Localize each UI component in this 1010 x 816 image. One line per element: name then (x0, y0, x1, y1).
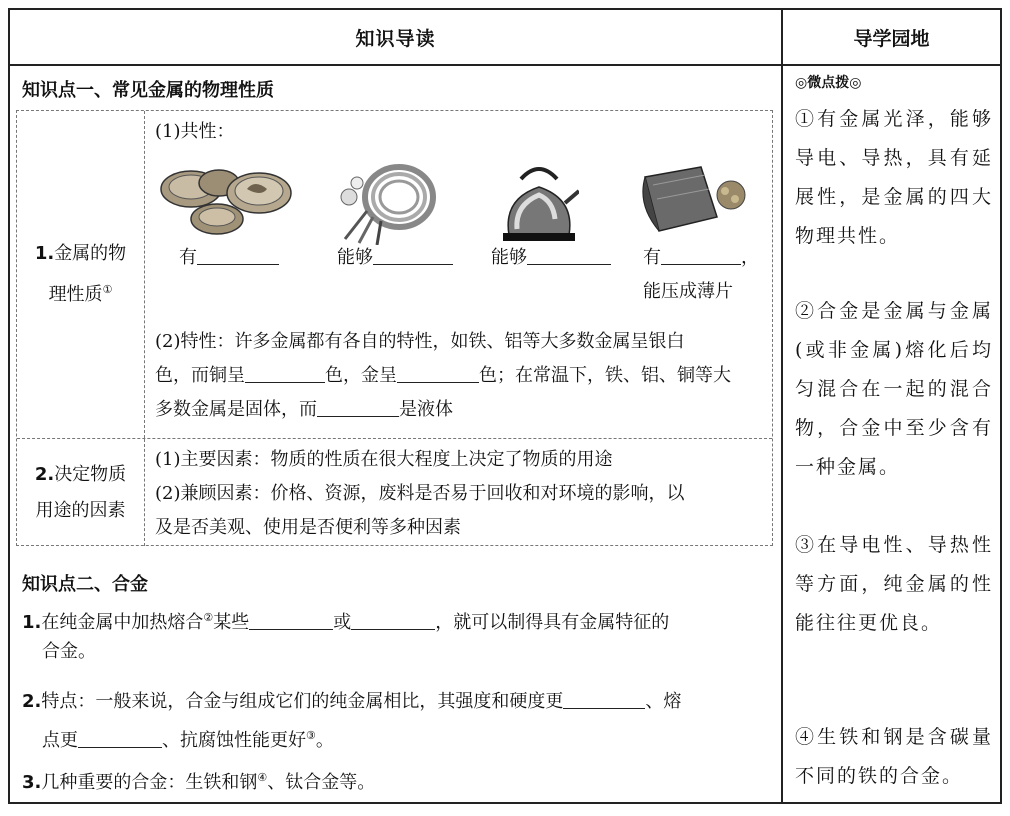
answer-blank[interactable] (397, 363, 479, 383)
answer-blank[interactable] (373, 245, 453, 265)
footnote-mark: ④ (257, 771, 268, 784)
kp2-item-2: 2.特点：一般来说，合金与组成它们的纯金属相比，其强度和硬度更 、熔 (22, 691, 682, 712)
common-label: (1)共性： (155, 121, 235, 142)
usage-factors-cell (145, 439, 772, 546)
physical-properties-cell (145, 111, 772, 438)
tip-4: ④生铁和钢是含碳量不同的铁的合金。 (795, 726, 993, 787)
tag-left-icon: ◎ (795, 75, 808, 91)
factor-line: (2)兼顾因素：价格、资源，废料是否易于回收和对环境的影响，以 (155, 483, 685, 504)
side-column (781, 10, 1000, 802)
foil-image (639, 165, 749, 241)
kp2-item-1: 1.在纯金属中加热熔合②某些 或 ，就可以制得具有金属特征的 (22, 611, 670, 633)
answer-blank[interactable] (563, 689, 645, 709)
tips-tag: ◎微点拨◎ (795, 75, 862, 91)
picture-row (159, 159, 759, 251)
label-text: 理性质 (48, 284, 103, 305)
coins-image (159, 159, 299, 239)
label-number: 2. (34, 463, 55, 485)
fill-conduct-electricity: 能够 (337, 241, 453, 275)
study-sheet (8, 8, 1002, 804)
kp1-table (16, 110, 773, 546)
kp1-row-physical-properties (17, 111, 772, 439)
special-line: 多数金属是固体，而 是液体 (155, 399, 453, 420)
kp2-item-1-cont: 合金。 (42, 641, 96, 662)
main-column (10, 10, 781, 802)
special-properties (155, 325, 765, 427)
kp1-row-usage-factors (17, 439, 772, 546)
fill-luster: 有 (179, 241, 279, 275)
answer-blank[interactable] (78, 728, 162, 748)
tip-1: ①有金属光泽，能够导电、导热，具有延展性，是金属的四大物理共性。 (795, 108, 993, 247)
label-text: 决定物质 (54, 463, 127, 485)
kp2-item-2-cont: 点更 、抗腐蚀性能更好③。 (42, 729, 334, 751)
answer-blank[interactable] (527, 245, 611, 265)
row-label-physical-properties (17, 111, 145, 438)
label-number: 1. (34, 243, 55, 264)
main-header: 知识导读 (10, 10, 781, 66)
answer-blank[interactable] (661, 245, 741, 265)
factor-line: 及是否美观、使用是否便利等多种因素 (155, 517, 461, 538)
label-text: 金属的物 (54, 243, 127, 264)
tag-right-icon: ◎ (849, 75, 862, 91)
answer-blank[interactable] (249, 610, 333, 630)
tip-3: ③在导电性、导热性等方面，纯金属的性能往往更优良。 (795, 534, 993, 634)
kp2-title: 知识点二、合金 (22, 574, 148, 595)
footnote-mark: ② (203, 611, 214, 624)
kettle-image (499, 159, 579, 245)
fill-ductility: 有 ， (643, 247, 759, 268)
answer-blank[interactable] (317, 397, 399, 417)
factor-line: (1)主要因素：物质的性质在很大程度上决定了物质的用途 (155, 449, 613, 470)
wire-image (337, 159, 437, 245)
kp2-item-3: 3.几种重要的合金：生铁和钢④、钛合金等。 (22, 771, 376, 793)
tip-2: ②合金是金属与金属(或非金属)熔化后均匀混合在一起的混合物，合金中至少含有一种金属。 (795, 300, 993, 478)
answer-blank[interactable] (245, 363, 325, 383)
side-header: 导学园地 (783, 10, 1000, 66)
special-line: 色，而铜呈 色，金呈 色；在常温下，铁、铝、铜等大 (155, 365, 731, 386)
footnote-mark: ③ (306, 729, 316, 742)
fill-conduct-heat: 能够 (491, 241, 611, 275)
row-label-usage-factors (17, 439, 145, 546)
footnote-mark: ① (102, 283, 113, 296)
answer-blank[interactable] (197, 245, 279, 265)
label-text: 用途的因素 (35, 499, 126, 521)
answer-blank[interactable] (351, 610, 435, 630)
special-line: (2)特性：许多金属都有各自的特性，如铁、铝等大多数金属呈银白 (155, 331, 685, 352)
kp1-title: 知识点一、常见金属的物理性质 (22, 80, 274, 101)
press-note: 能压成薄片 (643, 281, 733, 302)
